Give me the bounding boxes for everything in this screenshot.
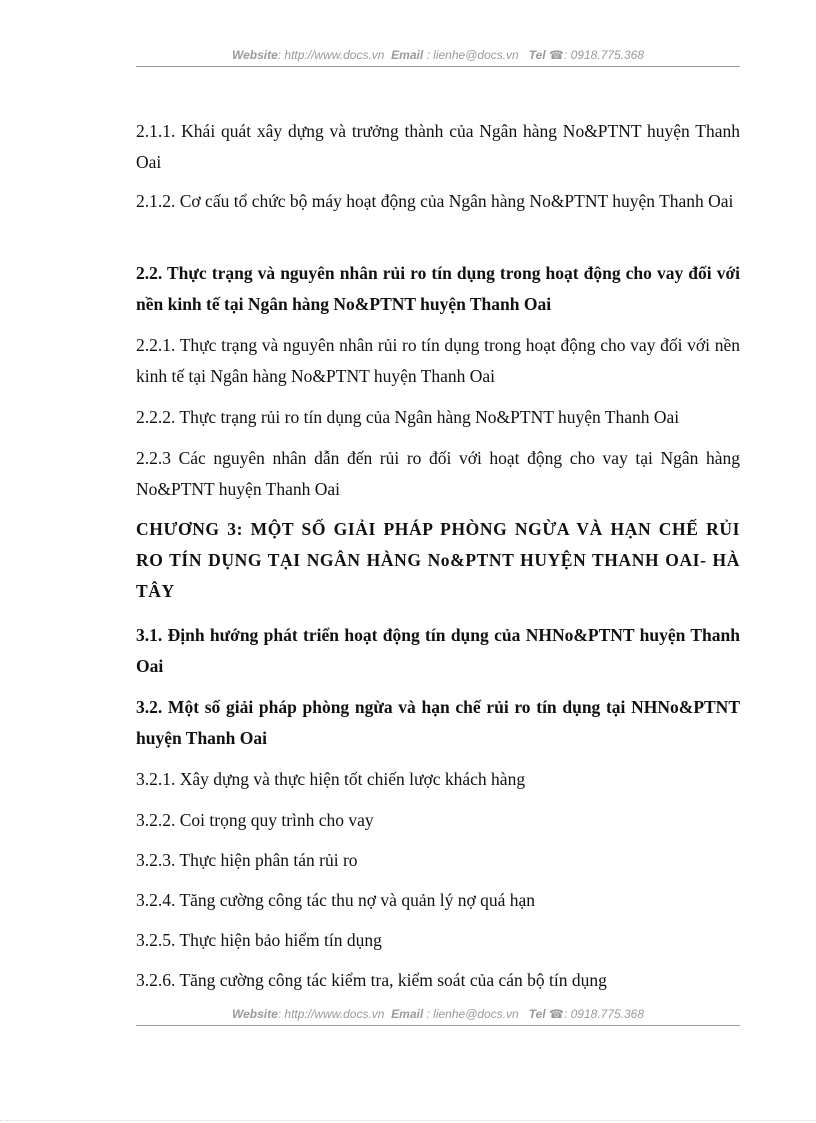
page-footer [136,1007,740,1026]
toc-item-2-1-2: 2.1.2. Cơ cấu tổ chức bộ máy hoạt động của Ngân hàng No&PTNT huyện Thanh Oai [136,191,734,211]
header-website-link[interactable]: : http://www.docs.vn [277,48,385,62]
footer-email-label: Email [391,1007,424,1021]
toc-item-2-2-1: 2.2.1. Thực trạng và nguyên nhân rủi ro tín dụng trong hoạt động cho vay đối với nền kinh tế tại Ngân hàng No&PTNT huyện Thanh Oai [136,335,740,386]
footer-email-link[interactable]: : lienhe@docs.vn [426,1007,519,1021]
toc-item-3-2-6: 3.2.6. Tăng cường công tác kiểm tra, kiểm soát của cán bộ tín dụng [136,970,607,990]
toc-item-3-2-1: 3.2.1. Xây dựng và thực hiện tốt chiến lược khách hàng [136,769,526,789]
header-website-label: Website [231,48,278,62]
footer-tel-label: Tel [528,1007,546,1021]
header-email-link[interactable]: : lienhe@docs.vn [426,48,519,62]
page-header [136,48,740,67]
header-tel-value: : 0918.775.368 [563,48,645,62]
toc-section-3-1: 3.1. Định hướng phát triển hoạt động tín dụng của NHNo&PTNT huyện Thanh Oai [136,625,740,676]
footer-tel-value: : 0918.775.368 [563,1007,645,1021]
toc-item-2-1-1: 2.1.1. Khái quát xây dựng và trưởng thành của Ngân hàng No&PTNT huyện Thanh Oai [136,121,740,172]
toc-chapter-3: CHƯƠNG 3: MỘT SỐ GIẢI PHÁP PHÒNG NGỪA VÀ HẠN CHẾ RỦI RO TÍN DỤNG TẠI NGÂN HÀNG No&PTNT HUYỆN THANH OAI- HÀ TÂY [136,519,740,601]
toc-section-3-2: 3.2. Một số giải pháp phòng ngừa và hạn chế rủi ro tín dụng tại NHNo&PTNT huyện Thanh Oai [136,697,740,748]
header-email-label: Email [391,48,424,62]
toc-item-3-2-4: 3.2.4. Tăng cường công tác thu nợ và quản lý nợ quá hạn [136,890,535,910]
page-boundary-divider [0,1120,816,1121]
phone-icon: ☎ [549,1007,564,1021]
toc-section-2-2: 2.2. Thực trạng và nguyên nhân rủi ro tín dụng trong hoạt động cho vay đối với nền kinh tế tại Ngân hàng No&PTNT huyện Thanh Oai [136,263,740,314]
phone-icon: ☎ [549,48,564,62]
toc-item-3-2-5: 3.2.5. Thực hiện bảo hiểm tín dụng [136,930,382,950]
toc-item-3-2-3: 3.2.3. Thực hiện phân tán rủi ro [136,850,358,870]
footer-website-link[interactable]: : http://www.docs.vn [277,1007,385,1021]
header-tel-label: Tel [528,48,546,62]
footer-website-label: Website [231,1007,278,1021]
toc-item-2-2-2: 2.2.2. Thực trạng rủi ro tín dụng của Ngân hàng No&PTNT huyện Thanh Oai [136,407,680,427]
toc-item-3-2-2: 3.2.2. Coi trọng quy trình cho vay [136,810,374,830]
toc-item-2-2-3: 2.2.3 Các nguyên nhân dẫn đến rủi ro đối với hoạt động cho vay tại Ngân hàng No&PTNT huyện Thanh Oai [136,448,740,499]
